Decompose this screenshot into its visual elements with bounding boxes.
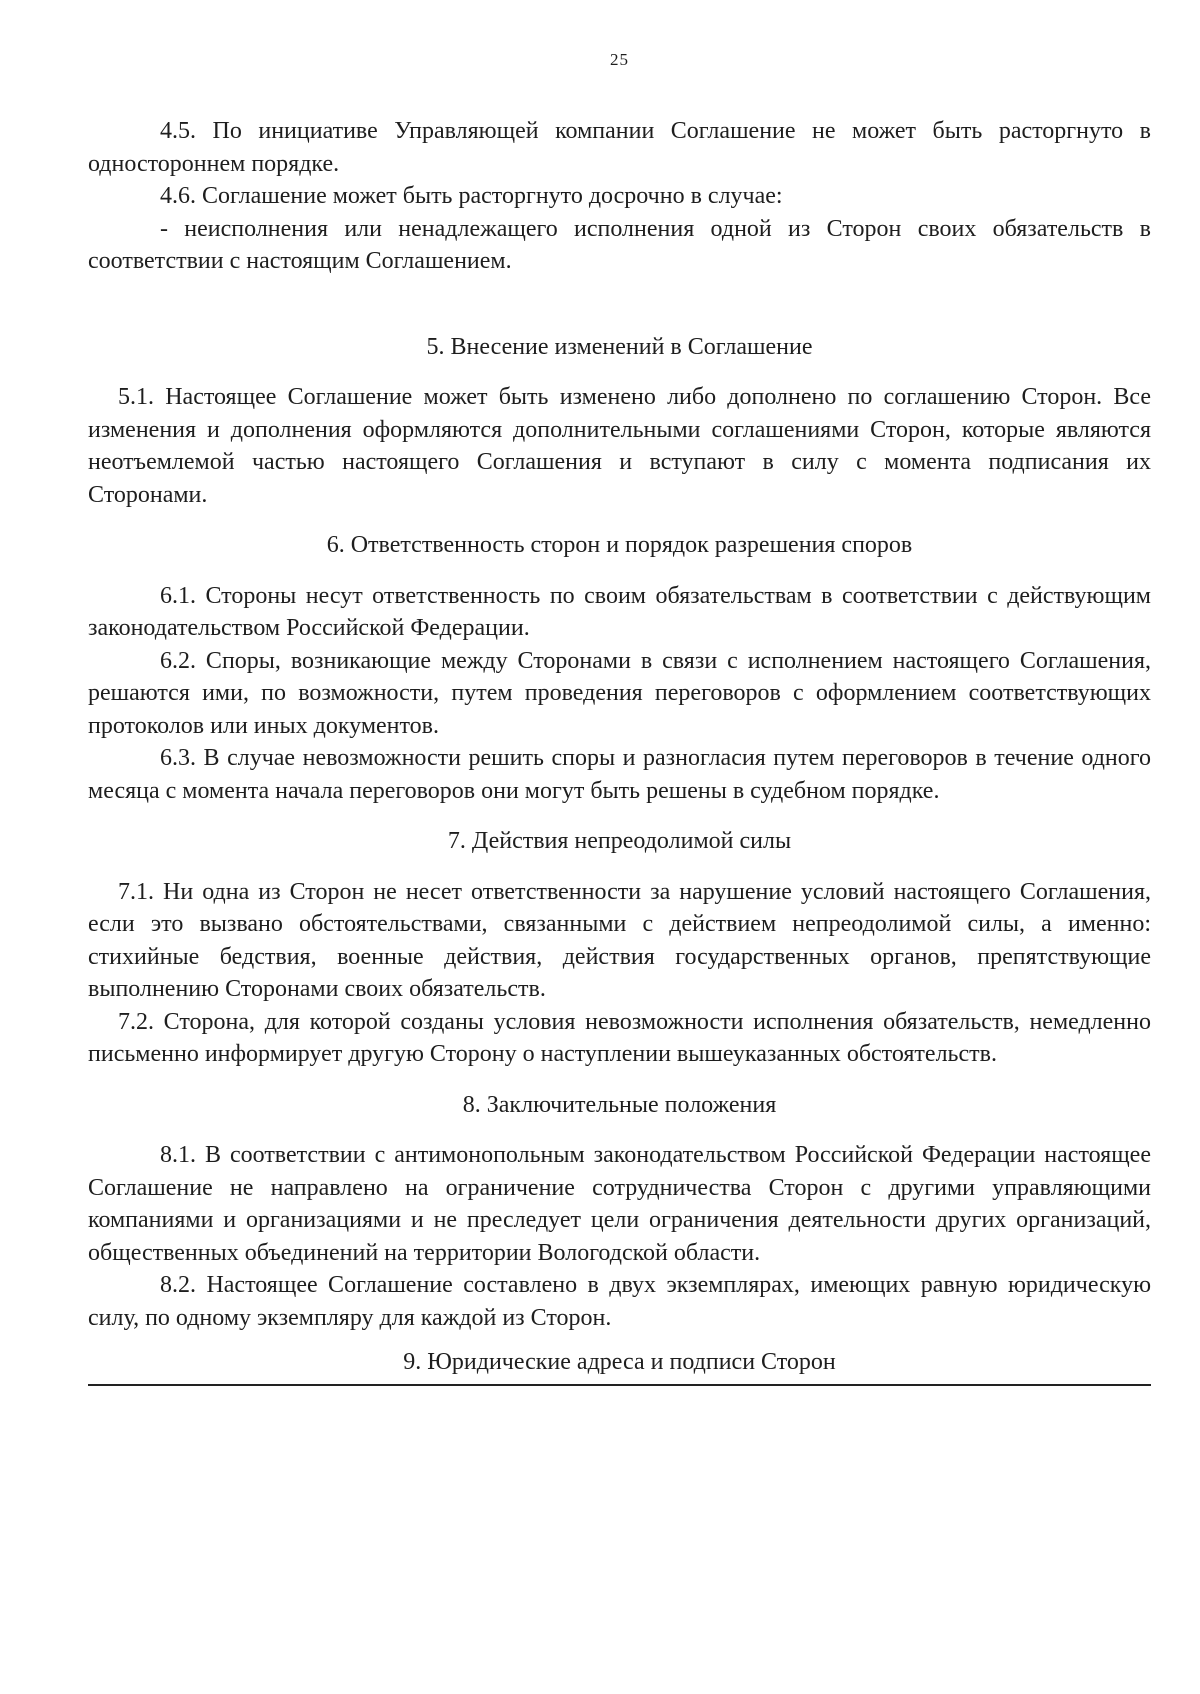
document-body [88,115,1151,1386]
document-page [88,0,1151,1694]
page-number: 25 [610,50,629,69]
section-6-heading: 6. Ответственность сторон и порядок разрешения споров [326,532,913,558]
bottom-rule [88,1384,1151,1386]
section-9-heading: 9. Юридические адреса и подписи Сторон [403,1349,836,1375]
section-8-heading: 8. Заключительные положения [462,1091,777,1118]
clause-4-6-item: - неисполнения или ненадлежащего исполнения одной из Сторон своих обязательств в соответствии с настоящим Соглашением. [88,215,1151,274]
clause-6-3: 6.3. В случае невозможности решить споры и разногласия путем переговоров в течение одного месяца с момента начала переговоров они могут быть решены в судебном порядке. [88,745,1151,804]
clause-4-6: 4.6. Соглашение может быть расторгнуто досрочно в случае: [160,183,783,209]
clause-6-1: 6.1. Стороны несут ответственность по своим обязательствам в соответствии с действующим законодательством Российской Федерации. [88,582,1151,641]
clause-8-1: 8.1. В соответствии с антимонопольным законодательством Российской Федерации настоящее Соглашение не направлено на ограничение сотрудничества Сторон с другими управляющими компаниями и организациями и не преследует цели ограничения деятельности других организаций, общественных объединений на территории Вологодской области. [88,1142,1151,1266]
clause-6-2: 6.2. Споры, возникающие между Сторонами в связи с исполнением настоящего Соглашения, решаются ими, по возможности, путем проведения переговоров с оформлением соответствующих протоколов или иных документов. [88,647,1151,739]
clause-5-1: 5.1. Настоящее Соглашение может быть изменено либо дополнено по соглашению Сторон. Все изменения и дополнения оформляются дополнительными соглашениями Сторон, которые являются неотъемлемой частью настоящего Соглашения и вступают в силу с момента подписания их Сторонами. [88,384,1151,508]
clause-7-2: 7.2. Сторона, для которой созданы условия невозможности исполнения обязательств, немедленно письменно информирует другую Сторону о наступлении вышеуказанных обстоятельств. [88,1008,1151,1067]
section-7-heading: 7. Действия непреодолимой силы [447,828,792,854]
clause-7-1: 7.1. Ни одна из Сторон не несет ответственности за нарушение условий настоящего Соглашения, если это вызвано обстоятельствами, связанными с действием непреодолимой силы, а именно: стихийные бедствия, военные действия, действия государственных органов, препятствующие выполнению Сторонами своих обязательств. [88,878,1151,1002]
clause-4-5: 4.5. По инициативе Управляющей компании Соглашение не может быть расторгнуто в одностороннем порядке. [88,118,1151,177]
section-5-heading: 5. Внесение изменений в Соглашение [426,333,813,360]
clause-8-2: 8.2. Настоящее Соглашение составлено в двух экземплярах, имеющих равную юридическую силу, по одному экземпляру для каждой из Сторон. [88,1272,1151,1331]
